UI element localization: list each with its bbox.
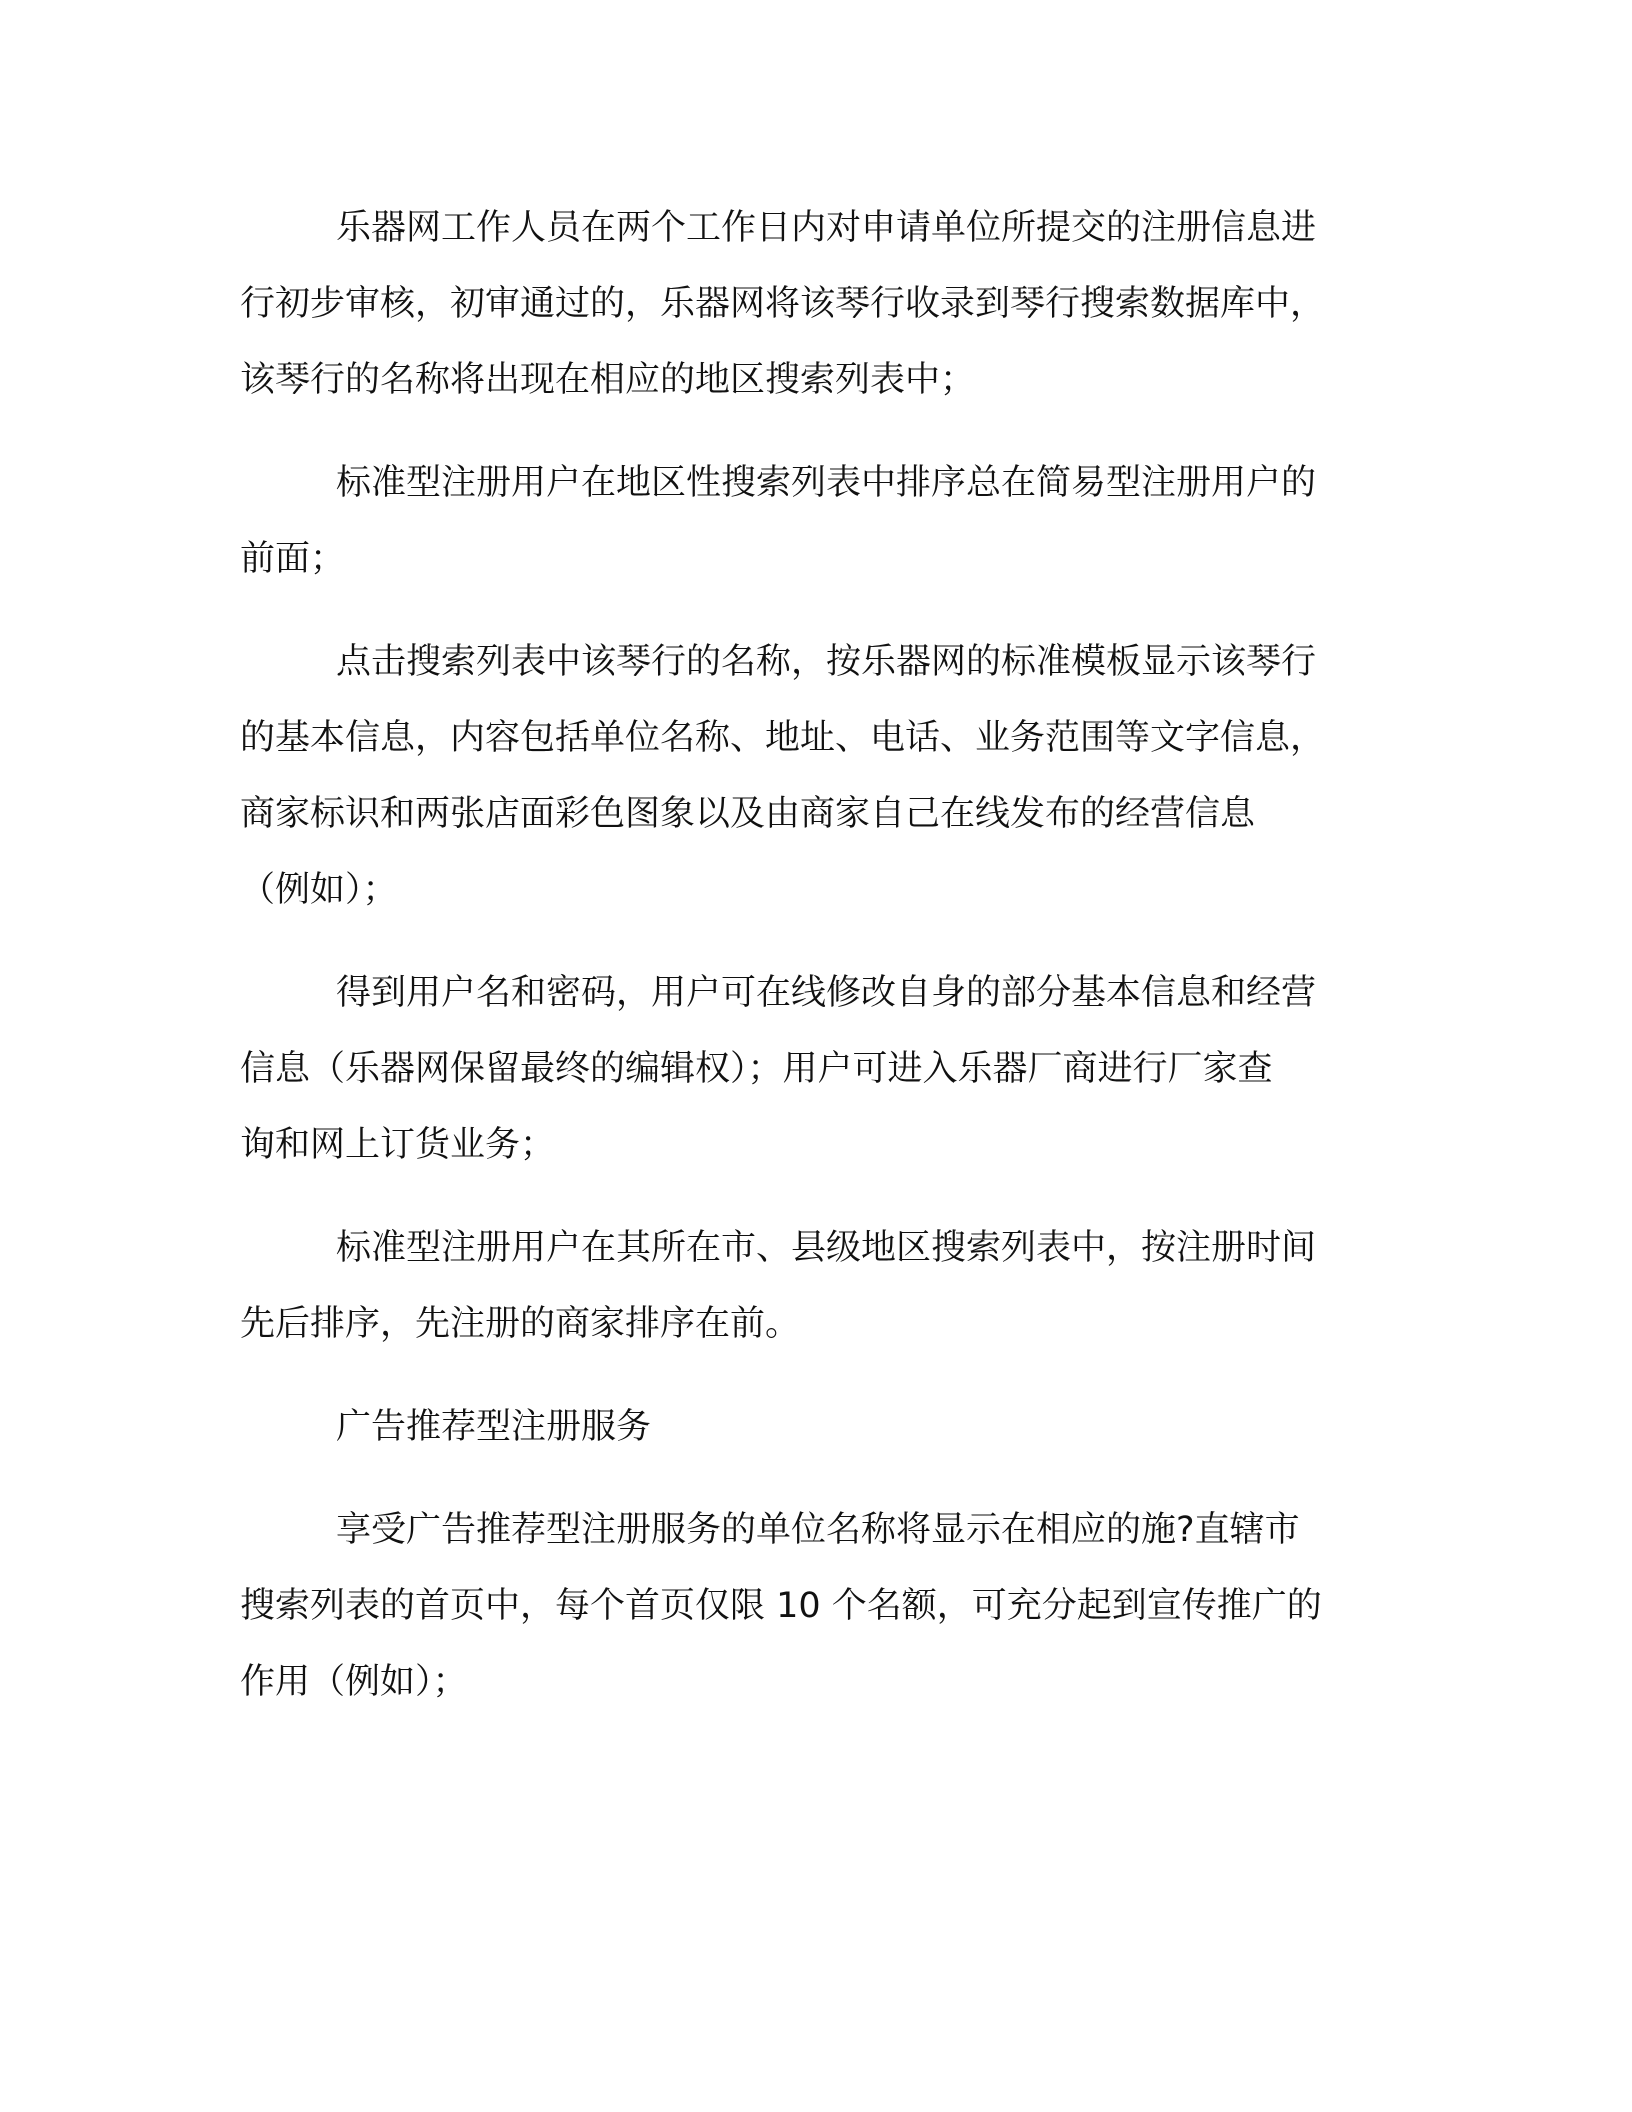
paragraph-3-line-3: 商家标识和两张店面彩色图象以及由商家自己在线发布的经营信息 [240, 794, 1256, 834]
paragraph-4-line-3: 询和网上订货业务； [240, 1125, 556, 1165]
paragraph-3-line-4: （例如）； [240, 870, 398, 910]
paragraph-1-line-1: 乐器网工作人员在两个工作日内对申请单位所提交的注册信息进 [336, 208, 1317, 248]
paragraph-7-line-1: 享受广告推荐型注册服务的单位名称将显示在相应的施?直辖市 [336, 1510, 1300, 1550]
paragraph-5-line-1: 标准型注册用户在其所在市、县级地区搜索列表中，按注册时间 [336, 1228, 1317, 1268]
paragraph-5 [240, 1210, 1386, 1362]
paragraph-2-line-2: 前面； [240, 539, 346, 579]
paragraph-3 [240, 624, 1386, 928]
paragraph-7-line-3: 作用（例如）； [240, 1662, 468, 1702]
paragraph-1-line-3: 该琴行的名称将出现在相应的地区搜索列表中； [240, 360, 976, 400]
paragraph-5-line-2: 先后排序，先注册的商家排序在前。 [240, 1304, 801, 1344]
paragraph-1-line-2: 行初步审核，初审通过的，乐器网将该琴行收录到琴行搜索数据库中， [240, 284, 1326, 324]
paragraph-3-line-1: 点击搜索列表中该琴行的名称，按乐器网的标准模板显示该琴行 [336, 642, 1317, 682]
section-heading-text: 广告推荐型注册服务 [336, 1407, 652, 1447]
paragraph-2 [240, 445, 1386, 597]
section-heading [240, 1389, 1386, 1465]
paragraph-3-line-2: 的基本信息，内容包括单位名称、地址、电话、业务范围等文字信息， [240, 718, 1326, 758]
paragraph-7-line-2: 搜索列表的首页中，每个首页仅限 10 个名额，可充分起到宣传推广的 [240, 1586, 1322, 1626]
paragraph-4-line-1: 得到用户名和密码，用户可在线修改自身的部分基本信息和经营 [336, 973, 1317, 1013]
paragraph-7 [240, 1492, 1386, 1720]
paragraph-4-line-2: 信息（乐器网保留最终的编辑权）；用户可进入乐器厂商进行厂家查 [240, 1049, 1273, 1089]
paragraph-1 [240, 190, 1386, 418]
document-page [240, 190, 1386, 1747]
paragraph-4 [240, 955, 1386, 1183]
paragraph-2-line-1: 标准型注册用户在地区性搜索列表中排序总在简易型注册用户的 [336, 463, 1317, 503]
